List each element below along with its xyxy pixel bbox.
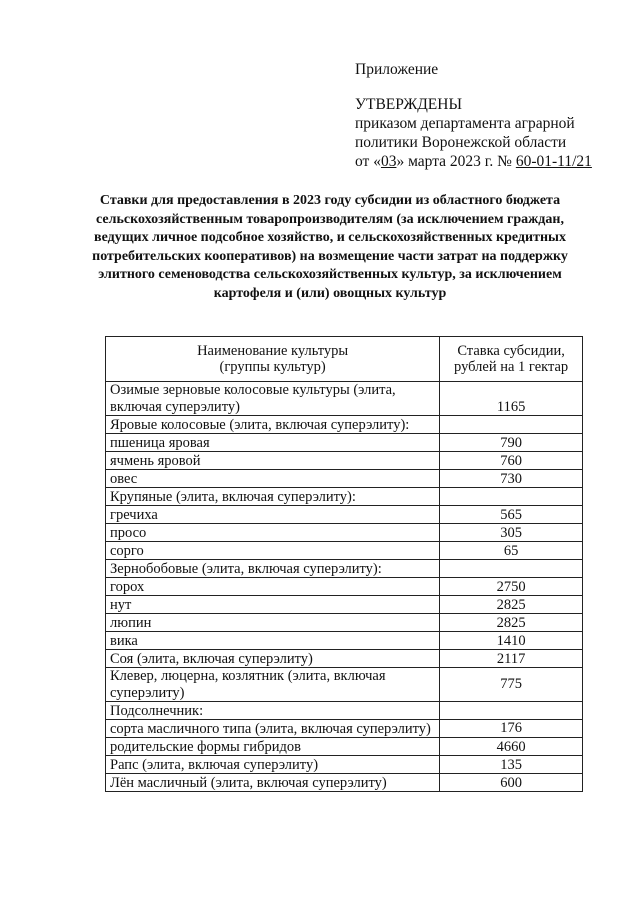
table-row: [106, 668, 583, 702]
approval-line-2: политики Воронежской области: [355, 134, 567, 151]
appendix-label: Приложение: [355, 61, 439, 78]
table-row: [106, 774, 583, 792]
table-row: [106, 452, 583, 470]
rate-value: 790: [440, 434, 583, 452]
table-row: [106, 382, 583, 416]
document-title: Ставки для предоставления в 2023 году субсидии из областного бюджета сельскохозяйственным товаропроизводителям (за исключением граждан, ведущих личное подсобное хозяйство, и сельскохозяйственных кредитных потребительских кооперативов) на возмещение части затрат на поддержку элитного семеноводства сельскохозяйственных культур, за исключением картофеля и (или) овощных культур: [92, 193, 568, 301]
rate-header-line-2: рублей на 1 гектар: [454, 359, 569, 375]
rate-value: 305: [440, 524, 583, 542]
crop-name: вика: [106, 632, 440, 650]
crop-name: люпин: [106, 614, 440, 632]
crop-name: Соя (элита, включая суперэлиту): [106, 650, 440, 668]
rate-value: 65: [440, 542, 583, 560]
crop-name: сорта масличного типа (элита, включая суперэлиту): [106, 720, 440, 738]
crop-name: Крупяные (элита, включая суперэлиту):: [106, 488, 440, 506]
date-prefix: от «: [355, 153, 381, 170]
rate-value: 600: [440, 774, 583, 792]
crop-name: Лён масличный (элита, включая суперэлиту): [106, 774, 440, 792]
table-row: [106, 756, 583, 774]
crop-name: гречиха: [106, 506, 440, 524]
rate-value: 176: [440, 720, 583, 738]
crop-name: родительские формы гибридов: [106, 738, 440, 756]
table-row: [106, 614, 583, 632]
rate-value: 730: [440, 470, 583, 488]
crop-name: ячмень яровой: [106, 452, 440, 470]
rate-value: 1410: [440, 632, 583, 650]
table-header-row: [106, 337, 583, 382]
rate-value: 760: [440, 452, 583, 470]
rate-header-line-1: Ставка субсидии,: [457, 342, 565, 359]
rate-value: 2825: [440, 596, 583, 614]
table-row: [106, 632, 583, 650]
table-row: [106, 650, 583, 668]
crop-name: горох: [106, 578, 440, 596]
table-row: [106, 702, 583, 720]
approval-line-1: приказом департамента аграрной: [355, 115, 575, 132]
date-day: 03: [380, 153, 397, 170]
crop-name: Клевер, люцерна, козлятник (элита, включая суперэлиту): [106, 668, 440, 702]
rate-value: 2750: [440, 578, 583, 596]
rate-value: [440, 416, 583, 434]
rate-value: [440, 560, 583, 578]
crop-name: нут: [106, 596, 440, 614]
table-row: [106, 488, 583, 506]
crop-name: Зернобобовые (элита, включая суперэлиту):: [106, 560, 440, 578]
number-sign: №: [493, 153, 516, 170]
crop-header-line-1: Наименование культуры: [197, 342, 349, 359]
crop-name: Яровые колосовые (элита, включая суперэлиту):: [106, 416, 440, 434]
date-rest: » марта 2023 г.: [396, 153, 494, 170]
crop-header-line-2: (группы культур): [219, 359, 326, 375]
table-row: [106, 738, 583, 756]
table-row: [106, 506, 583, 524]
table-row: [106, 596, 583, 614]
rate-value: 2825: [440, 614, 583, 632]
table-row: [106, 524, 583, 542]
approved-label: УТВЕРЖДЕНЫ: [355, 96, 462, 113]
table-row: [106, 416, 583, 434]
rate-value: 2117: [440, 650, 583, 668]
crop-name: Рапс (элита, включая суперэлиту): [106, 756, 440, 774]
order-number: 60-01-11/21: [515, 153, 592, 170]
order-date-number: [355, 152, 592, 171]
rate-value: 135: [440, 756, 583, 774]
rate-value: [440, 702, 583, 720]
rate-header: [440, 337, 583, 382]
rate-value: [440, 488, 583, 506]
crop-name: сорго: [106, 542, 440, 560]
table-row: [106, 720, 583, 738]
crop-name: Озимые зерновые колосовые культуры (элита, включая суперэлиту): [106, 382, 440, 416]
crop-name: пшеница яровая: [106, 434, 440, 452]
rate-value: 4660: [440, 738, 583, 756]
rate-value: 565: [440, 506, 583, 524]
crop-name-header: [106, 337, 440, 382]
crop-name: просо: [106, 524, 440, 542]
table-row: [106, 578, 583, 596]
table-row: [106, 560, 583, 578]
rate-value: 775: [440, 668, 583, 702]
table-row: [106, 470, 583, 488]
crop-name: Подсолнечник:: [106, 702, 440, 720]
crop-name: овес: [106, 470, 440, 488]
rates-table: [105, 336, 583, 792]
table-row: [106, 542, 583, 560]
approval-header: [355, 60, 592, 171]
table-row: [106, 434, 583, 452]
rate-value: 1165: [440, 382, 583, 416]
